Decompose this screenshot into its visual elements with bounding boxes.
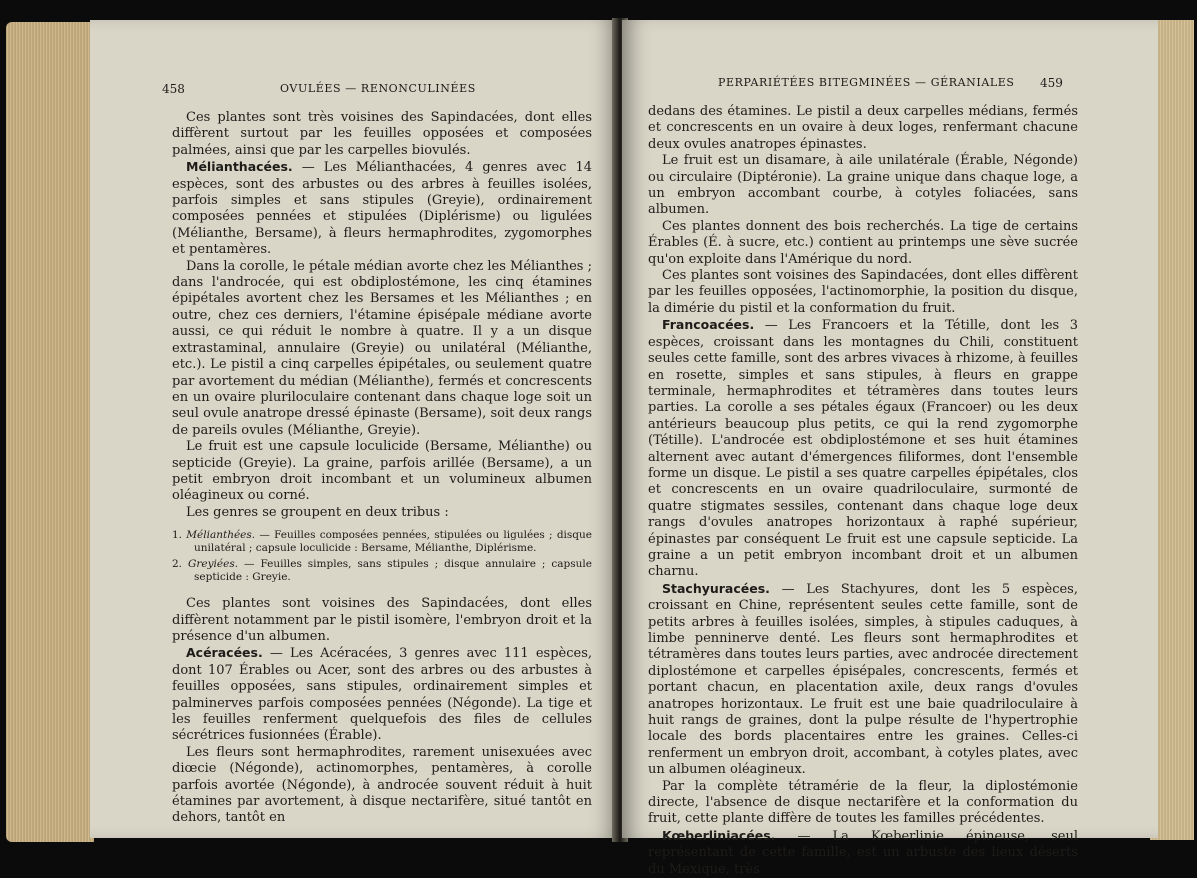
tribe-description: — Feuilles composées pennées, stipulées ou ligulées ; disque unilatéral ; capsule loculicide : Bersame, Mélianthe, Diplérisme. (194, 529, 592, 555)
paragraph (648, 317, 1078, 581)
paragraph (648, 828, 1078, 878)
paragraph (648, 104, 1078, 153)
paragraph-text: — Les Stachyures, dont les 5 espèces, croissant en Chine, représentent seules cette famille, sont de petits arbres à feuilles isolées, simples, à stipules caduques, à limbe penninerve denté. Les fleurs sont hermaphrodites et tétramères dans toutes leurs parties, avec androcée directement diplostémone et carpelles épisépales, concrescents, fermés et portant chacun, en placentation axile, deux rangs d'ovules anatropes horizontaux. Le fruit est une baie quadriloculaire à huit rangs de graines, dont la pulpe résulte de l'hypertrophie locale des bords placentaires entre les graines. Celles-ci renferment un embryon droit, accombant, à cotyles plates, avec un albumen oléagineux. (648, 581, 1078, 778)
paragraph (648, 581, 1078, 779)
tribe-number: 1. (172, 529, 187, 542)
paragraph (172, 159, 592, 258)
paragraph-text: Le fruit est un disamare, à aile unilatérale (Érable, Négonde) ou circulaire (Diptéronie). La graine unique dans chaque loge, a un embryon accombant courbe, à cotyles foliacées, sans albumen. (648, 153, 1078, 218)
paragraph-text: Le fruit est une capsule loculicide (Bersame, Mélianthe) ou septicide (Greyie). La graine, parfois arillée (Bersame), a un petit embryon droit incombant et un volumineux albumen oléagineux ou corné. (172, 439, 592, 504)
family-name: Stachyuracées. (662, 580, 770, 596)
paragraph (172, 110, 592, 159)
paragraph (172, 259, 592, 439)
left-page (90, 20, 618, 838)
paragraph (172, 745, 592, 827)
paragraph (172, 439, 592, 505)
paragraph (172, 645, 592, 744)
paragraph-text: Ces plantes donnent des bois recherchés. La tige de certains Érables (É. à sucre, etc.) contient au printemps une sève sucrée qu'on exploite dans l'Amérique du nord. (648, 218, 1078, 267)
paragraph-text: Dans la corolle, le pétale médian avorte chez les Mélianthes ; dans l'androcée, qui est obdiplostémone, les cinq étamines épipétales avortent chez les Bersames et les Mélianthes ; en outre, chez ces derniers, l'étamine épisépale médiane avorte aussi, ce qui réduit le nombre à quatre. Il y a un disque extrastaminal, annulaire (Greyie) ou unilatéral (Mélianthe, etc.). Le pistil a cinq carpelles épipétales, ou seulement quatre par avortement du médian (Mélianthe), fermés et concrescents en un ovaire pluriloculaire contenant dans chaque loge soit un seul ovule anatrope dressé épinaste (Bersame), soit deux rangs de pareils ovules (Mélianthe, Greyie). (172, 258, 592, 438)
tribe-item (172, 558, 592, 584)
paragraph (648, 268, 1078, 317)
left-page-text (172, 110, 592, 827)
paragraph-text: — Les Mélianthacées, 4 genres avec 14 espèces, sont des arbustes ou des arbres à feuilles isolées, parfois simples et sans stipules (Greyie), ordinairement composées pennées et stipulées (Diplérisme) ou ligulées (Mélianthe, Bersame), à fleurs hermaphrodites, zygomorphes et pentamères. (172, 160, 592, 258)
paragraph-text: dedans des étamines. Le pistil a deux carpelles médians, fermés et concrescents en un ovaire à deux loges, renfermant chacune deux ovules anatropes épinastes. (648, 104, 1078, 152)
page-number: 459 (1040, 76, 1063, 90)
paragraph-group (172, 596, 592, 827)
tribe-item (172, 529, 592, 555)
tribe-list (172, 529, 592, 584)
page-number: 458 (162, 82, 185, 96)
paragraph-text: Les genres se groupent en deux tribus : (186, 504, 449, 520)
paragraph-text: Par la complète tétramérie de la fleur, la diplostémonie directe, l'absence de disque nectarifère et la conformation du fruit, cette plante diffère de toutes les familles précédentes. (648, 778, 1078, 827)
paragraph-text: Les fleurs sont hermaphrodites, rarement unisexuées avec diœcie (Négonde), actinomorphes, pentamères, à corolle parfois avortée (Négonde), à androcée souvent réduit à huit étamines par avortement, à disque nectarifère, situé tantôt en dehors, tantôt en (172, 744, 592, 826)
paragraph-text: Ces plantes sont voisines des Sapindacées, dont elles diffèrent notamment par le pistil isomère, l'embryon droit et la présence d'un albumen. (172, 596, 592, 644)
page-edges-left (6, 22, 94, 842)
paragraph-text: — La Kœberlinie épineuse, seul représentant de cette famille, est un arbuste des lieux déserts du Mexique, très (648, 828, 1078, 877)
tribe-name: Mélianthées. (186, 529, 256, 542)
tribe-name: Greyiées. (187, 558, 239, 571)
running-head: PERPARIÉTÉES BITEGMINÉES — GÉRANIALES (718, 76, 1015, 89)
family-name: Kœberliniacées. (662, 827, 776, 843)
right-page (622, 20, 1158, 877)
paragraph-text: — Les Francoers et la Tétille, dont les 3 espèces, croissant dans les montagnes du Chili, constituent seules cette famille, sont des arbres vivaces à rhizome, à feuilles en rosette, simples et sans stipules, à fleurs en grappe terminale, hermaphrodites et tétramères dans toutes leurs parties. La corolle a ses pétales égaux (Francoer) ou les deux antérieurs beaucoup plus petits, ce qui la rend zygomorphe (Tétille). L'androcée est obdiplostémone et ses huit étamines alternent avec autant d'émergences filiformes, dont l'ensemble forme un disque. Le pistil a ses quatre carpelles épipétales, clos et concrescents en un ovaire quadriloculaire, surmonté de quatre stigmates sessiles, contenant dans chaque loge deux rangs d'ovules anatropes horizontaux à raphé supérieur, épinastes par conséquent Le fruit est une capsule septicide. La graine a un petit embryon incombant droit et un albumen charnu. (648, 318, 1078, 580)
tribe-number: 2. (172, 558, 188, 571)
right-page-text (648, 104, 1078, 878)
paragraph-text: Ces plantes sont très voisines des Sapindacées, dont elles diffèrent surtout par les feuilles opposées et composées palmées, ainsi que par les carpelles biovulés. (172, 110, 592, 158)
paragraph (172, 505, 592, 521)
paragraph-text: — Les Acéracées, 3 genres avec 111 espèces, dont 107 Érables ou Acer, sont des arbres ou des arbustes à feuilles opposées, sans stipules, ordinairement simples et palminerves parfois composées pennées (Négonde). La tige et les feuilles renferment quelquefois des files de cellules sécrétrices fusionnées (Érable). (172, 646, 592, 744)
family-name: Francoacées. (662, 317, 755, 333)
paragraph (648, 153, 1078, 219)
tribe-description: — Feuilles simples, sans stipules ; disque annulaire ; capsule septicide : Greyie. (194, 558, 592, 584)
running-head: OVULÉES — RENONCULINÉES (280, 82, 476, 95)
paragraph-text: Ces plantes sont voisines des Sapindacées, dont elles diffèrent par les feuilles opposées, l'actinomorphie, la position du disque, la dimérie du pistil et la conformation du fruit. (648, 268, 1078, 316)
paragraph-group (172, 110, 592, 521)
family-name: Acéracées. (186, 645, 263, 661)
paragraph-group (648, 104, 1078, 878)
paragraph (648, 779, 1078, 828)
family-name: Mélianthacées. (186, 159, 293, 175)
paragraph (648, 219, 1078, 268)
paragraph (172, 596, 592, 645)
